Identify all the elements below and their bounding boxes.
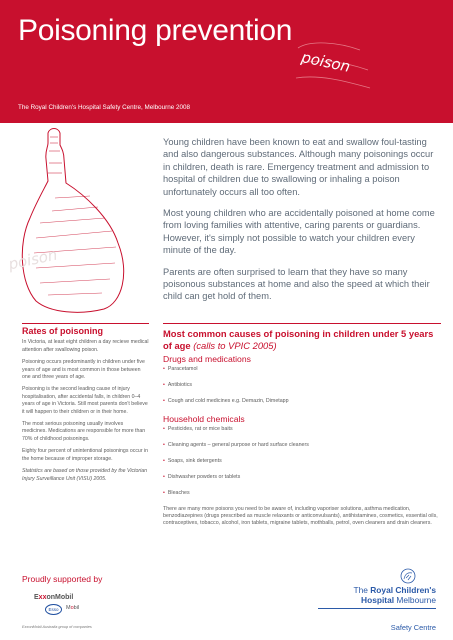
logo-part: E bbox=[34, 594, 39, 601]
list-item-label: Dishwasher powders or tablets bbox=[167, 474, 241, 480]
list-item-label: Bleaches bbox=[167, 490, 190, 496]
exxonmobil-logo bbox=[34, 594, 73, 601]
more-poisons-paragraph: There are many more poisons you need to be aware of, including vaporiser solutions, asthma medication, benzodiazepines (drugs prescribed as muscle relaxants or anticonvulsants), antihistamines, cosmetics, essential oils, contraceptives, tobacco, alcohol, iron tablets, migraine tablets, mothballs, petrol, oven cleaners and drain cleaners. bbox=[163, 506, 438, 527]
bullet: • bbox=[163, 474, 165, 480]
bullet: • bbox=[163, 442, 165, 448]
safety-centre-label: Safety Centre bbox=[390, 623, 436, 632]
exxonmobil-note: ExxonMobil Australia group of companies bbox=[22, 625, 92, 629]
rates-paragraph: Eighty four percent of unintentional poisonings occur in the home because of improper storage. bbox=[22, 448, 149, 462]
page-subtitle: The Royal Children's Hospital Safety Centre, Melbourne 2008 bbox=[18, 104, 191, 111]
list-item bbox=[163, 490, 441, 497]
list-item-label: Paracetamol bbox=[167, 366, 198, 372]
list-item bbox=[163, 474, 441, 481]
list-item bbox=[163, 458, 441, 465]
header-banner bbox=[0, 0, 453, 123]
rates-heading: Rates of poisoning bbox=[22, 326, 103, 336]
list-item bbox=[163, 382, 441, 389]
intro-paragraph: Most young children who are accidentally poisoned at home come from loving families with attentive, caring parents or guardians. However, it's simply not possible to watch your children every minute of the day. bbox=[163, 208, 435, 256]
mobil-logo bbox=[66, 605, 79, 611]
logo-part: o bbox=[70, 605, 74, 611]
rch-logo-text bbox=[318, 585, 436, 605]
rch-city: Melbourne bbox=[394, 595, 436, 605]
page-title: Poisoning prevention bbox=[18, 14, 293, 47]
rch-the: The bbox=[353, 585, 371, 595]
rates-paragraph: In Victoria, at least eight children a day recieve medical attention after swallowing poison. bbox=[22, 339, 149, 353]
bullet: • bbox=[163, 458, 165, 464]
list-item bbox=[163, 398, 441, 405]
rch-logo-icon bbox=[400, 568, 416, 584]
chemicals-heading: Household chemicals bbox=[163, 414, 245, 424]
list-item bbox=[163, 366, 441, 373]
rates-paragraph: Poisoning occurs predominantly in children under five years of age and is most common in those between one and three years of age. bbox=[22, 359, 145, 381]
causes-heading bbox=[163, 328, 441, 352]
list-item-label: Cough and cold medicines e.g. Demazin, Dimetapp bbox=[167, 398, 289, 404]
bullet: • bbox=[163, 366, 165, 372]
bullet: • bbox=[163, 426, 165, 432]
rates-paragraph: The most serious poisoning usually involves medicines. Medications are responsible for more than 70% of childhood poisonings. bbox=[22, 421, 146, 442]
drugs-list bbox=[163, 366, 441, 405]
esso-logo: Esso bbox=[45, 604, 62, 615]
list-item-label: Soaps, sink detergents bbox=[167, 458, 222, 464]
bottle-label-word: poison bbox=[6, 245, 59, 274]
poison-bottle-illustration bbox=[0, 123, 160, 318]
rch-divider bbox=[318, 608, 436, 609]
poison-scribble-word: poison bbox=[299, 48, 352, 76]
rates-section bbox=[22, 323, 149, 488]
rch-name: Royal Children's bbox=[370, 585, 436, 595]
drugs-heading: Drugs and medications bbox=[163, 354, 251, 364]
causes-heading-text: Most common causes of poisoning in children under 5 years of age bbox=[163, 328, 434, 351]
logo-part: bil bbox=[73, 605, 80, 611]
bullet: • bbox=[163, 382, 165, 388]
bullet: • bbox=[163, 398, 165, 404]
chemicals-list bbox=[163, 426, 441, 497]
list-item bbox=[163, 442, 441, 449]
list-item bbox=[163, 426, 441, 433]
list-item-label: Cleaning agents – general purpose or hard surface cleaners bbox=[167, 442, 309, 448]
logo-part: onMobil bbox=[46, 594, 74, 601]
intro-paragraph: Young children have been known to eat and swallow foul-tasting and also dangerous substances. Although many poisonings occur in children, death is rare. Emergency treatment and admission to hospital of children due to swallowing or inhaling a poison unfortunately occurs all too often. bbox=[163, 137, 434, 197]
logo-part: xx bbox=[38, 594, 47, 601]
supported-by-label: Proudly supported by bbox=[22, 574, 103, 584]
list-item-label: Antibiotics bbox=[167, 382, 193, 388]
rch-hospital: Hospital bbox=[361, 595, 395, 605]
bullet: • bbox=[163, 490, 165, 496]
causes-section bbox=[163, 323, 441, 528]
causes-heading-note: (calls to VPIC 2005) bbox=[193, 340, 277, 351]
logo-part: M bbox=[66, 605, 71, 611]
poison-scribble-icon bbox=[290, 38, 375, 98]
rates-paragraph: Poisoning is the second leading cause of injury hospitalisation, after accidental falls, in children 0–4 years of age in Victoria. Still most parents don't believe it will happen to their children or in their home. bbox=[22, 386, 148, 415]
intro-paragraph: Parents are often surprised to learn that they have so many poisonous substances at home and also the speed at which their child can get hold of them. bbox=[163, 266, 430, 302]
intro-section bbox=[163, 136, 441, 312]
list-item-label: Pesticides, rat or mice baits bbox=[167, 426, 233, 432]
statistics-note: Statistics are based on those provided by the Victorian Injury Surveillance Unit (VISU) 2005. bbox=[22, 468, 148, 482]
